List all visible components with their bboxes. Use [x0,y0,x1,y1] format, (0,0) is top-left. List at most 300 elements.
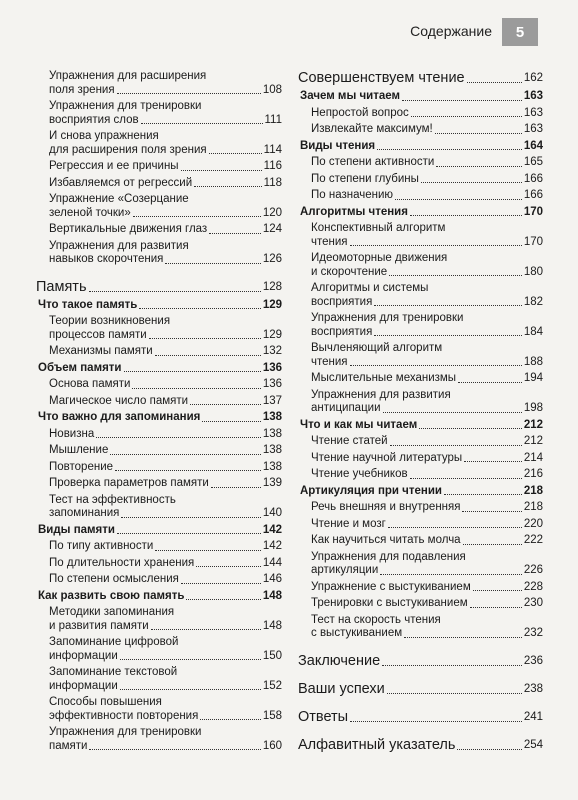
toc-entry-row [49,444,282,458]
toc-entry-title-line: восприятия [311,295,373,308]
toc-entry-title-line: Магическое число памяти [49,394,189,407]
toc-page-number: 129 [262,298,282,311]
toc-entry-row [49,428,282,442]
toc-entry-title-line: восприятия [311,325,373,338]
toc-page-number: 150 [262,649,282,662]
toc-subsection [36,160,282,174]
toc-entry-title-line: поля зрения [49,83,115,96]
toc-entry-title-line: Виды чтения [300,139,376,152]
dot-leader [410,478,522,479]
toc-entry-title-line: Вычленяющий алгоритм [311,342,443,354]
toc-entry-title-line: Основа памяти [49,378,131,390]
toc-page-number: 140 [262,507,282,519]
toc-entry-title-line: Упражнения для тренировки [49,726,202,738]
toc-page-number: 214 [523,451,543,464]
toc-chapter [298,737,543,753]
toc-page-number: 165 [523,156,543,168]
toc-page-number: 163 [523,90,543,102]
toc-subsection [298,222,543,249]
toc-entry-row [49,710,282,724]
dot-leader [435,133,522,134]
toc-entry-row [300,140,543,154]
toc-entry-row [49,461,282,475]
dot-leader [155,355,261,356]
toc-page-number: 111 [264,113,282,126]
toc-page-number: 136 [262,378,282,390]
toc-entry-title-line: Артикуляция при чтении [300,484,442,497]
toc-section [36,411,282,425]
toc-page-number: 124 [262,223,282,235]
toc-entry-row [311,266,543,280]
toc-entry-title-line: Вертикальные движения глаз [49,223,208,235]
toc-subsection [36,395,282,409]
toc-entry-row [49,207,282,221]
toc-entry-row [311,435,543,449]
toc-entry-title-line: Упражнения для развития [311,388,451,401]
toc-subsection [36,726,282,753]
dot-leader [464,461,522,462]
toc-entry-row [49,680,282,694]
dot-leader [196,566,261,567]
dot-leader [395,199,522,200]
toc-entry-row [298,709,543,725]
toc-entry-title-line: Механизмы памяти [49,345,153,357]
toc-entry-row [311,189,543,203]
toc-entry-title-line: Объем памяти [38,361,122,374]
toc-subsection [298,107,543,121]
toc-page-number: 166 [523,189,543,201]
dot-leader [419,428,522,429]
toc-entry-row [38,299,282,313]
toc-entry-title-line: Теории возникновения [49,315,171,327]
dot-leader [377,149,522,150]
toc-entry-title-line: и скорочтение [311,265,388,278]
toc-entry-title-line: Регрессия и ее причины [49,160,179,172]
toc-section [36,299,282,313]
toc-page-number: 163 [523,106,543,119]
toc-entry-title-line: Методики запоминания [49,606,175,618]
toc-entry-title-line: восприятия слов [49,113,139,126]
toc-right-column [298,70,543,757]
toc-entry-title-line: Алфавитный указатель [298,736,456,753]
toc-entry-row [311,581,543,595]
toc-page-number: 212 [523,435,543,447]
toc-page-number: 132 [262,345,282,357]
toc-page-number: 137 [262,394,282,407]
toc-subsection [36,345,282,359]
toc-entry-title-line: информации [49,649,118,662]
toc-page-number: 170 [523,235,543,248]
toc-page-number: 220 [523,517,543,530]
toc-entry-row [311,402,543,416]
running-title: Содержание [410,23,492,39]
toc-page-number: 118 [263,176,282,189]
dot-leader [462,511,521,512]
toc-entry-title-line: Речь внешняя и внутренняя [311,501,461,513]
dot-leader [96,437,261,438]
toc-subsection [36,223,282,237]
dot-leader [387,693,522,694]
toc-entry-row [311,518,543,532]
toc-page-number: 142 [262,540,282,552]
toc-subsection [36,70,282,97]
toc-chapter [298,681,543,697]
dot-leader [200,719,260,720]
toc-entry-row [311,107,543,121]
toc-section [298,90,543,104]
toc-subsection [298,389,543,416]
toc-entry-row [298,681,543,697]
toc-page-number: 158 [262,709,282,722]
toc-page-number: 216 [523,468,543,480]
dot-leader [132,388,260,389]
toc-subsection [36,636,282,663]
toc-left-column [36,70,282,756]
toc-page-number: 218 [523,501,543,513]
toc-page-number: 138 [262,427,282,440]
toc-subsection [298,282,543,309]
toc-subsection [298,252,543,279]
dot-leader [389,275,522,276]
toc-entry-row [298,653,543,669]
toc-page-number: 228 [523,580,543,593]
toc-page-number: 163 [523,123,543,135]
toc-entry-title-line: Запоминание текстовой [49,666,178,678]
toc-entry-title-line: Как научиться читать молча [311,534,461,546]
toc-subsection [36,315,282,342]
toc-entry-title-line: Тренировки с выстукиванием [311,597,468,609]
toc-entry-title-line: Ответы [298,708,349,725]
toc-entry-title-line: Упражнения для расширения [49,70,207,82]
toc-subsection [36,557,282,571]
toc-subsection [298,534,543,548]
toc-page-number: 254 [523,738,543,751]
toc-page-number: 241 [523,710,543,723]
toc-entry-row [38,411,282,425]
toc-entry-title-line: Мыслительные механизмы [311,372,457,384]
toc-entry-row [311,452,543,466]
toc-entry-title-line: Совершенствуем чтение [298,70,465,86]
toc-subsection [36,477,282,491]
toc-entry-title-line: Алгоритмы чтения [300,205,408,218]
dot-leader [190,404,261,405]
toc-entry-title-line: Что такое память [38,298,138,311]
dot-leader [463,544,522,545]
toc-entry-title-line: антиципации [311,402,381,414]
toc-entry-row [300,206,543,220]
toc-entry-title-line: По степени глубины [311,172,419,185]
toc-page-number: 184 [523,325,543,338]
toc-entry-title-line: Проверка параметров памяти [49,477,209,489]
toc-subsection [36,240,282,267]
toc-subsection [298,614,543,641]
dot-leader [470,607,522,608]
toc-page-number: 218 [523,484,543,497]
toc-page-number: 232 [523,627,543,639]
dot-leader [186,599,260,600]
dot-leader [350,365,522,366]
toc-entry-row [49,177,282,191]
toc-section [298,419,543,433]
toc-subsection [36,494,282,521]
toc-section [298,140,543,154]
toc-entry-title-line: Упражнения для подавления [311,550,466,563]
toc-subsection [298,435,543,449]
dot-leader [390,445,522,446]
toc-page-number: 222 [523,534,543,546]
toc-subsection [36,666,282,693]
toc-subsection [36,130,282,157]
dot-leader [380,574,522,575]
toc-page-number: 129 [262,328,282,341]
toc-subsection [36,193,282,220]
toc-page-number: 188 [523,355,543,368]
dot-leader [117,533,261,534]
dot-leader [120,689,261,690]
toc-chapter [298,709,543,725]
toc-page-number: 198 [523,402,543,414]
toc-page-number: 230 [523,597,543,609]
toc-entry-row [49,395,282,409]
toc-subsection [298,501,543,515]
toc-subsection [298,452,543,466]
toc-entry-title-line: и развития памяти [49,619,149,632]
dot-leader [209,153,262,154]
toc-page-number: 166 [523,172,543,185]
toc-page-number: 138 [262,460,282,473]
toc-entry-row [38,524,282,538]
toc-entry-title-line: информации [49,679,118,692]
toc-subsection [298,173,543,187]
toc-page-number: 182 [523,295,543,308]
dot-leader [457,749,521,750]
toc-section [36,524,282,538]
toc-entry-row [38,590,282,604]
toc-page-number: 146 [262,573,282,585]
toc-entry-title-line: Избавляемся от регрессий [49,176,193,189]
toc-subsection [298,597,543,611]
toc-entry-row [311,597,543,611]
toc-entry-row [311,173,543,187]
dot-leader [110,454,260,455]
dot-leader [350,245,522,246]
toc-page-number: 148 [262,589,282,602]
dot-leader [141,123,263,124]
dot-leader [117,93,261,94]
toc-entry-row [49,650,282,664]
toc-entry-title-line: Что и как мы читаем [300,418,418,431]
toc-section [36,590,282,604]
dot-leader [383,412,522,413]
page-number-badge: 5 [502,18,538,46]
toc-entry-title-line: Память [36,278,87,295]
dot-leader [89,291,261,292]
page-header [0,18,578,46]
toc-chapter [36,279,282,295]
dot-leader [151,629,261,630]
toc-entry-row [300,90,543,104]
toc-subsection [298,468,543,482]
toc-entry-title-line: Ваши успехи [298,680,385,697]
toc-entry-title-line: Мышление [49,444,109,456]
toc-entry-title-line: Идеомоторные движения [311,252,448,264]
toc-entry-title-line: Виды памяти [38,523,115,536]
toc-page-number: 126 [262,253,282,265]
toc-chapter [298,70,543,86]
toc-entry-title-line: Заключение [298,652,381,669]
toc-entry-row [38,362,282,376]
toc-subsection [298,189,543,203]
toc-section [298,485,543,499]
toc-entry-row [311,534,543,548]
toc-entry-row [298,70,543,86]
toc-subsection [298,123,543,137]
toc-entry-row [49,160,282,174]
dot-leader [410,215,522,216]
toc-entry-title-line: Упражнения для тренировки [49,100,202,112]
toc-entry-row [49,345,282,359]
toc-page-number: 120 [262,206,282,219]
toc-entry-title-line: Непростой вопрос [311,106,409,119]
toc-entry-title-line: чтения [311,355,348,368]
toc-page-number: 180 [523,265,543,278]
toc-entry-title-line: Повторение [49,460,114,473]
toc-entry-row [300,419,543,433]
dot-leader [458,382,522,383]
toc-page-number: 148 [262,619,282,632]
toc-entry-row [311,372,543,386]
toc-page-number: 238 [523,682,543,695]
toc-entry-row [311,468,543,482]
dot-leader [211,487,261,488]
toc-entry-title-line: Тест на эффективность [49,493,176,506]
toc-entry-row [49,223,282,237]
toc-subsection [36,177,282,191]
dot-leader [411,116,522,117]
toc-entry-title-line: По степени осмысления [49,573,179,585]
dot-leader [421,182,522,183]
toc-subsection [298,581,543,595]
dot-leader [382,665,522,666]
toc-entry-title-line: запоминания [49,507,120,519]
dot-leader [467,82,522,83]
dot-leader [202,421,260,422]
toc-page-number: 212 [523,418,543,431]
toc-chapter [298,653,543,669]
toc-subsection [36,573,282,587]
toc-page-number: 170 [523,205,543,218]
toc-page-number: 128 [262,280,282,293]
toc-entry-row [49,477,282,491]
toc-entry-title-line: Зачем мы читаем [300,90,400,102]
dot-leader [350,721,522,722]
dot-leader [473,590,522,591]
toc-subsection [298,372,543,386]
toc-entry-row [49,378,282,392]
toc-entry-row [311,356,543,370]
toc-page-number: 139 [262,477,282,489]
toc-page-number: 108 [262,83,282,96]
toc-entry-title-line: памяти [49,739,88,752]
toc-entry-row [49,573,282,587]
toc-entry-title-line: навыков скорочтения [49,253,164,265]
toc-subsection [298,518,543,532]
toc-page-number: 138 [262,411,282,423]
toc-section [298,206,543,220]
toc-entry-title-line: Чтение учебников [311,468,408,480]
toc-entry-row [300,485,543,499]
toc-entry-row [311,156,543,170]
toc-entry-row [36,279,282,295]
dot-leader [121,517,260,518]
toc-entry-title-line: зеленой точки» [49,206,131,219]
dot-leader [139,308,261,309]
dot-leader [124,371,261,372]
toc-entry-title-line: для расширения поля зрения [49,143,207,156]
toc-entry-title-line: Новизна [49,427,95,440]
toc-entry-title-line: По степени активности [311,156,435,168]
toc-page-number: 142 [262,523,282,536]
toc-entry-row [298,737,543,753]
toc-entry-row [311,564,543,578]
dot-leader [89,749,260,750]
toc-entry-title-line: Тест на скорость чтения [311,613,441,626]
toc-entry-row [311,627,543,641]
toc-page-number: 138 [262,444,282,456]
toc-page-number: 162 [523,72,543,84]
toc-page-number: 236 [523,654,543,667]
toc-entry-row [49,84,282,98]
toc-page-number: 194 [523,372,543,384]
toc-page-number: 144 [262,556,282,569]
toc-page-number: 114 [263,143,282,156]
toc-entry-row [49,540,282,554]
toc-entry-title-line: Упражнение «Созерцание [49,193,189,205]
toc-page-number: 226 [523,564,543,576]
toc-entry-row [49,144,282,158]
toc-entry-title-line: Как развить свою память [38,589,185,602]
toc-subsection [36,540,282,554]
toc-entry-row [49,557,282,571]
dot-leader [165,263,260,264]
toc-page-number: 116 [263,160,282,172]
toc-page-number: 164 [523,139,543,152]
dot-leader [388,527,522,528]
dot-leader [181,583,261,584]
dot-leader [404,637,522,638]
toc-entry-row [311,236,543,250]
toc-entry-title-line: Алгоритмы и системы [311,282,429,294]
toc-entry-title-line: эффективности повторения [49,709,199,722]
toc-entry-row [49,329,282,343]
dot-leader [181,170,262,171]
dot-leader [444,494,522,495]
toc-entry-title-line: По типу активности [49,540,154,552]
toc-entry-row [49,620,282,634]
dot-leader [120,659,261,660]
toc-subsection [298,156,543,170]
toc-subsection [36,100,282,127]
dot-leader [209,233,261,234]
toc-entry-title-line: Запоминание цифровой [49,636,179,648]
toc-entry-title-line: Конспективный алгоритм [311,222,446,234]
toc-entry-title-line: По длительности хранения [49,556,195,569]
dot-leader [155,550,261,551]
toc-subsection [36,606,282,633]
toc-subsection [36,378,282,392]
dot-leader [374,305,521,306]
dot-leader [133,216,261,217]
